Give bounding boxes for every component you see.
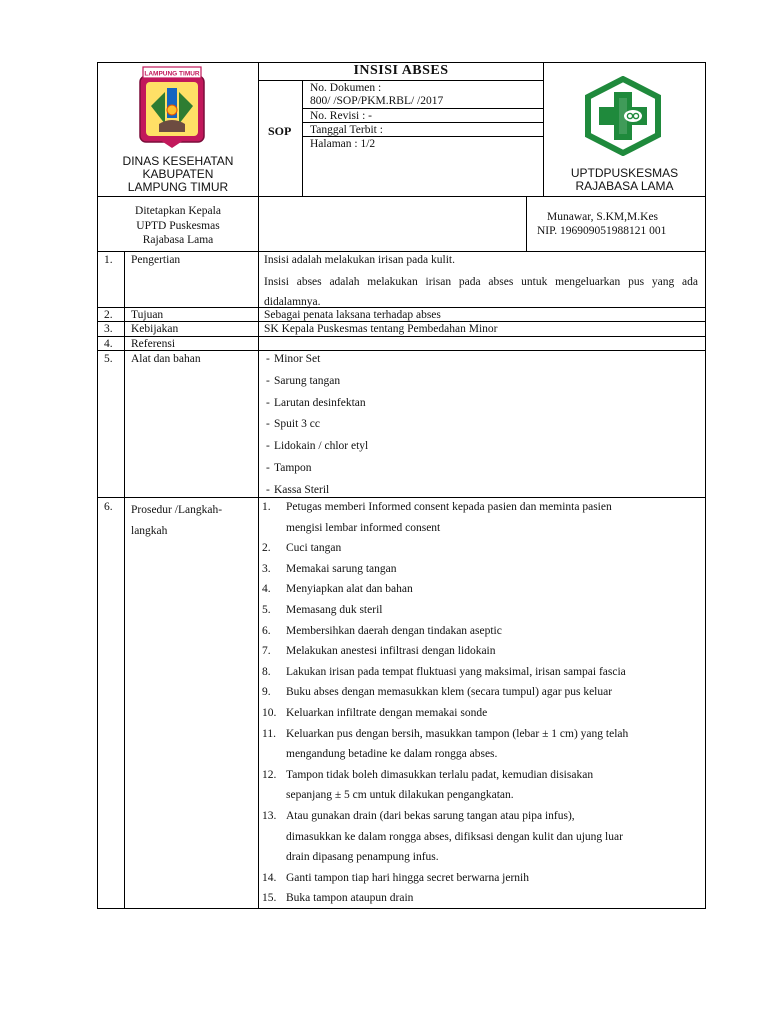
- approval-line: Ditetapkan Kepala: [135, 205, 221, 217]
- signatory-nip: NIP. 196909051988121 001: [537, 225, 667, 237]
- row-label: Alat dan bahan: [131, 353, 201, 365]
- list-item: 11. Keluarkan pus dengan bersih, masukkan tampon (lebar ± 1 cm) yang telah mengandung betadine ke dalam rongga abses.: [262, 727, 629, 761]
- list-item: 2. Cuci tangan: [262, 542, 342, 555]
- list-item: 15. Buka tampon ataupun drain: [262, 892, 414, 905]
- row-label: Pengertian: [131, 254, 181, 266]
- signatory-name: Munawar, S.KM,M.Kes: [547, 211, 659, 223]
- list-item: - Spuit 3 cc: [266, 418, 320, 431]
- org-line: DINAS KESEHATAN: [122, 154, 234, 168]
- list-item: - Tampon: [266, 461, 312, 474]
- row-label: Kebijakan: [131, 323, 179, 335]
- list-item: 6. Membersihkan daerah dengan tindakan aseptic: [262, 624, 502, 637]
- row-number: 1.: [104, 254, 113, 266]
- approval-line: Rajabasa Lama: [142, 234, 214, 246]
- row-label: Tujuan: [131, 309, 164, 321]
- list-item: 4. Menyiapkan alat dan bahan: [262, 583, 413, 596]
- list-item: - Minor Set: [266, 353, 321, 365]
- approval-left: [98, 204, 258, 248]
- org-line: KABUPATEN: [142, 167, 214, 181]
- org-line: RAJABASA LAMA: [575, 179, 674, 193]
- definition-paragraph: Insisi abses adalah melakukan irisan pada abses untuk mengeluarkan pus yang ada didalamnya.: [264, 276, 698, 308]
- procedure-steps: [262, 497, 704, 909]
- list-item: - Sarung tangan: [266, 374, 341, 387]
- label-line: langkah: [131, 524, 168, 537]
- logo-puskesmas: [583, 76, 663, 156]
- list-item: 12. Tampon tidak boleh dimasukkan terlalu padat, kemudian disisakan sepanjang ± 5 cm untuk dilakukan pengangkatan.: [262, 768, 594, 802]
- doc-number-value: 800/ /SOP/PKM.RBL/ /2017: [310, 95, 444, 107]
- row-label: [131, 500, 222, 541]
- row-number: 3.: [104, 323, 113, 335]
- page-field: Halaman : 1/2: [310, 138, 376, 150]
- list-item: 10. Keluarkan infiltrate dengan memakai sonde: [262, 706, 488, 719]
- issue-date-field: Tanggal Terbit :: [310, 124, 383, 136]
- policy-text: SK Kepala Puskesmas tentang Pembedahan Minor: [264, 323, 498, 335]
- list-item: - Kassa Steril: [266, 483, 330, 496]
- org-line: LAMPUNG TIMUR: [127, 180, 229, 194]
- doc-number-label: No. Dokumen :: [310, 82, 382, 94]
- list-item: - Lidokain / chlor etyl: [266, 440, 369, 453]
- logo-text: LAMPUNG TIMUR: [144, 70, 200, 78]
- list-item: 3. Memakai sarung tangan: [262, 562, 397, 575]
- row-number: 2.: [104, 309, 113, 321]
- sop-label: SOP: [268, 124, 292, 138]
- logo-lampung-timur: [137, 66, 207, 150]
- list-item: - Larutan desinfektan: [266, 396, 366, 409]
- org-line: UPTDPUSKESMAS: [570, 166, 679, 180]
- label-line: Prosedur /Langkah-: [131, 504, 223, 516]
- list-item: 9. Buku abses dengan memasukkan klem (secara tumpul) agar pus keluar: [262, 686, 613, 699]
- right-org-name: [544, 167, 705, 193]
- row-number: 6.: [104, 501, 113, 513]
- purpose-text: Sebagai penata laksana terhadap abses: [264, 309, 441, 321]
- equipment-list: [256, 352, 696, 505]
- list-item: 5. Memasang duk steril: [262, 603, 383, 616]
- row-number: 5.: [104, 353, 113, 365]
- list-item: 13. Atau gunakan drain (dari bekas sarung tangan atau pipa infus), dimasukkan ke dalam rongga abses, difiksasi dengan kulit dan ujung luar drain dipasang penampung infus.: [262, 809, 623, 864]
- list-item: 1. Petugas memberi Informed consent kepada pasien dan meminta pasien mengisi lembar informed consent: [262, 501, 612, 534]
- row-number: 4.: [104, 338, 113, 350]
- left-org-name: [98, 155, 258, 194]
- doc-title: INSISI ABSES: [353, 63, 449, 78]
- definition-line: Insisi adalah melakukan irisan pada kulit.: [264, 254, 455, 266]
- approval-line: UPTD Puskesmas: [136, 219, 220, 232]
- row-label: Referensi: [131, 338, 176, 350]
- list-item: 8. Lakukan irisan pada tempat fluktuasi yang maksimal, irisan sampai fascia: [262, 665, 626, 678]
- list-item: 14. Ganti tampon tiap hari hingga secret berwarna jernih: [262, 871, 530, 884]
- list-item: 7. Melakukan anestesi infiltrasi dengan lidokain: [262, 645, 496, 658]
- revision-field: No. Revisi : -: [310, 110, 372, 122]
